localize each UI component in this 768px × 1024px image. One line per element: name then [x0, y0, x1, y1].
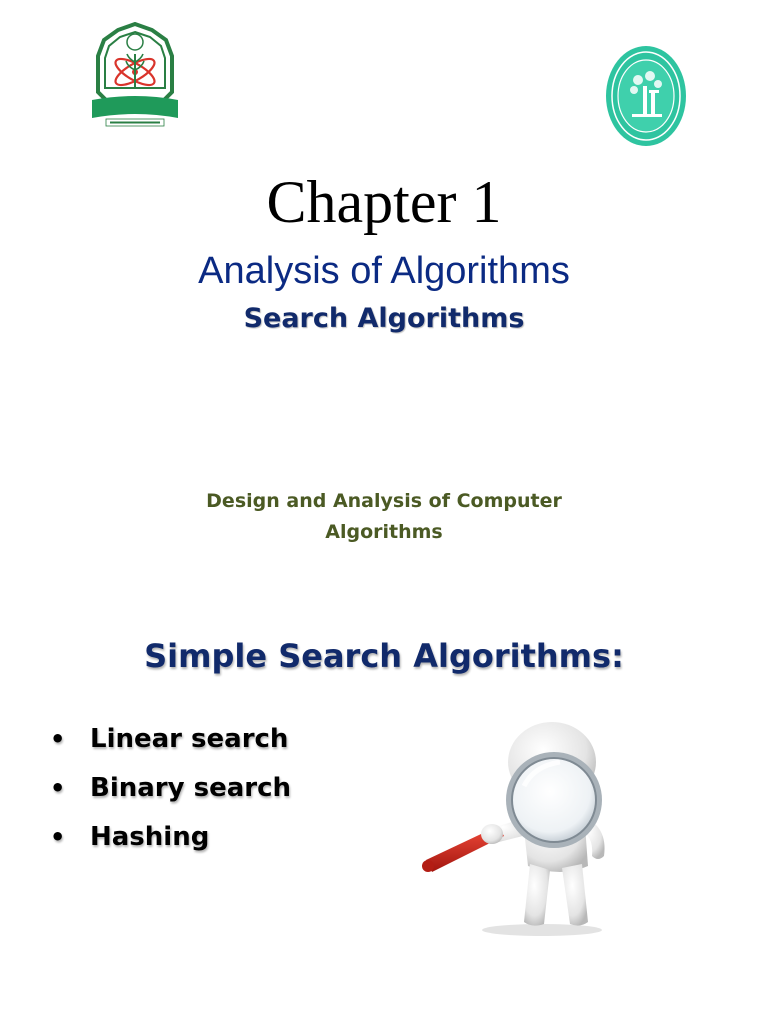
- course-name-line2: Algorithms: [325, 521, 443, 543]
- slide-subtitle-secondary: Search Algorithms: [243, 303, 525, 334]
- list-item: [50, 812, 291, 861]
- course-name: [164, 486, 604, 548]
- list-item: [50, 763, 291, 812]
- bullet-icon: •: [50, 724, 66, 753]
- person-with-magnifying-glass-icon: [412, 716, 632, 938]
- bullet-icon: •: [50, 773, 66, 802]
- list-item-label: Binary search: [90, 772, 292, 803]
- slide-subtitle: Analysis of Algorithms: [198, 250, 570, 292]
- list-item-label: Linear search: [90, 723, 289, 754]
- chapter-title: Chapter 1: [266, 169, 502, 235]
- bullet-list: [50, 714, 291, 861]
- yarmouk-university-logo: [92, 22, 178, 130]
- course-name-line1: Design and Analysis of Computer: [206, 490, 562, 512]
- bullet-icon: •: [50, 822, 66, 851]
- list-item-label: Hashing: [90, 821, 210, 852]
- list-item: [50, 714, 291, 763]
- faculty-it-seal: [604, 44, 688, 148]
- section-heading: Simple Search Algorithms:: [144, 637, 624, 675]
